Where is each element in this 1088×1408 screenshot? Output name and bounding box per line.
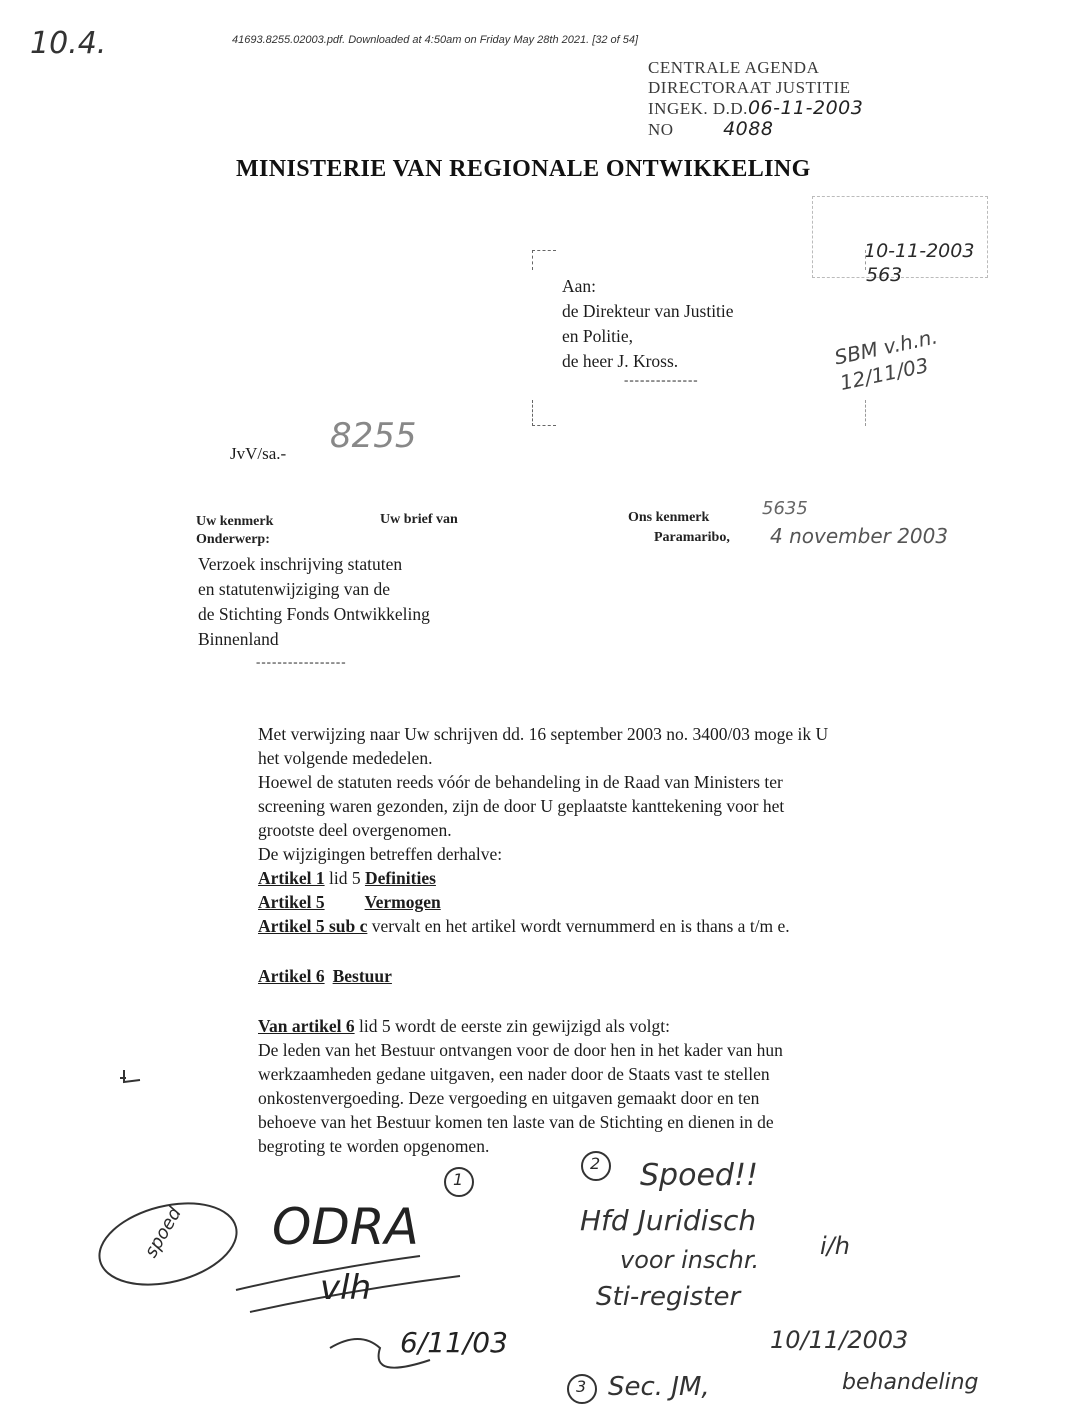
addressee-line-4: de heer J. Kross.: [562, 351, 679, 371]
body-line: screening waren gezonden, zijn de door U geplaatste kanttekening voor het: [258, 796, 785, 816]
handwritten-ons-kenmerk: 5635: [762, 498, 808, 519]
article-1-line: Artikel 1 lid 5 Definities: [258, 868, 436, 888]
article-5-line: Artikel 5 Vermogen: [258, 892, 441, 912]
article-6-heading: Artikel 6 Bestuur: [258, 966, 392, 986]
handwritten-stichting-register: Sti-register: [596, 1282, 741, 1312]
label-onderwerp: Onderwerp:: [196, 532, 270, 547]
body-line: Met verwijzing naar Uw schrijven dd. 16 september 2003 no. 3400/03 moge ik U: [258, 724, 829, 744]
handwritten-hfd: Hfd Juridisch: [580, 1204, 757, 1237]
addressee-line-3: en Politie,: [562, 326, 633, 346]
stamp-line-directoraat: DIRECTORAAT JUSTITIE: [648, 78, 851, 97]
handwritten-behandeling: behandeling: [842, 1370, 979, 1395]
label-ons-kenmerk: Ons kenmerk: [628, 510, 710, 525]
handwritten-spoed: Spoed!!: [640, 1158, 758, 1193]
handwritten-letter-date: 4 november 2003: [770, 524, 949, 548]
handwritten-note-date: 10/11/2003: [770, 1326, 909, 1354]
circled-number-3: 3: [576, 1377, 587, 1396]
body-line: grootste deel overgenomen.: [258, 820, 452, 840]
download-info-line: 41693.8255.02003.pdf. Downloaded at 4:50am on Friday May 28th 2021. [32 of 54]: [232, 34, 639, 46]
stamp-date-label: INGEK. D.D.: [648, 99, 748, 118]
circled-number-2: 2: [590, 1154, 601, 1173]
addressee-line-2: de Direkteur van Justitie: [562, 301, 734, 321]
quote-line: behoeve van het Bestuur komen ten laste van de Stichting en dienen in de: [258, 1112, 774, 1132]
circled-number-1: 1: [453, 1170, 464, 1189]
handwritten-reference-number: 8255: [330, 416, 417, 456]
quote-line: onkostenvergoeding. Deze vergoeding en uitgaven gemaakt door en ten: [258, 1088, 760, 1108]
margin-tick: [120, 1070, 140, 1082]
addressee-line-1: Aan:: [562, 276, 597, 296]
quote-line: werkzaamheden gedane uitgaven, een nader door de Staats vast te stellen: [258, 1064, 770, 1084]
subject-line-3: de Stichting Fonds Ontwikkeling: [198, 604, 430, 624]
subject-separator: -----------------: [256, 654, 347, 669]
quote-line: De leden van het Bestuur ontvangen voor de door hen in het kader van hun: [258, 1040, 783, 1060]
label-paramaribo: Paramaribo,: [654, 530, 730, 545]
ministry-title: MINISTERIE VAN REGIONALE ONTWIKKELING: [236, 156, 811, 182]
label-uw-kenmerk: Uw kenmerk: [196, 514, 274, 529]
article-5c-line: Artikel 5 sub c vervalt en het artikel wordt vernummerd en is thans a t/m e.: [258, 916, 790, 936]
handwritten-odra-date: 6/11/03: [400, 1326, 508, 1359]
body-line: het volgende mededelen.: [258, 748, 433, 768]
stamp-line-agenda: CENTRALE AGENDA: [648, 58, 820, 77]
subject-line-2: en statutenwijziging van de: [198, 579, 390, 599]
quote-line: begroting te worden opgenomen.: [258, 1136, 490, 1156]
secondary-stamp-number: 563: [866, 264, 903, 286]
stamp-date-value: 06-11-2003: [747, 97, 864, 119]
spoed-oval-text: spoed: [140, 1203, 186, 1262]
subject-line-4: Binnenland: [198, 629, 279, 649]
stamp-number-value: 4088: [723, 118, 774, 140]
handwritten-odra-initials: vlh: [320, 1268, 372, 1308]
handwritten-top-left-note: 10.4.: [30, 26, 107, 61]
secondary-stamp-date: 10-11-2003: [864, 240, 975, 262]
reference-code: JvV/sa.-: [230, 444, 287, 463]
label-uw-brief-van: Uw brief van: [380, 512, 458, 527]
handwritten-voor-inschr: voor inschr.: [620, 1246, 760, 1274]
body-line: De wijzigingen betreffen derhalve:: [258, 844, 503, 864]
handwritten-sec-jm: Sec. JM,: [608, 1372, 710, 1402]
body-line: Hoewel de statuten reeds vóór de behandeling in de Raad van Ministers ter: [258, 772, 783, 792]
stamp-number-label: NO: [648, 120, 674, 139]
subject-line-1: Verzoek inschrijving statuten: [198, 554, 403, 574]
handwritten-ih: i/h: [820, 1232, 850, 1260]
van-artikel-line: Van artikel 6 lid 5 wordt de eerste zin gewijzigd als volgt:: [258, 1016, 671, 1036]
handwritten-odra: ODRA: [272, 1198, 419, 1256]
margin-handwritten-note: SBM v.h.n. 12/11/03: [832, 324, 940, 396]
addressee-separator: --------------: [624, 372, 699, 387]
